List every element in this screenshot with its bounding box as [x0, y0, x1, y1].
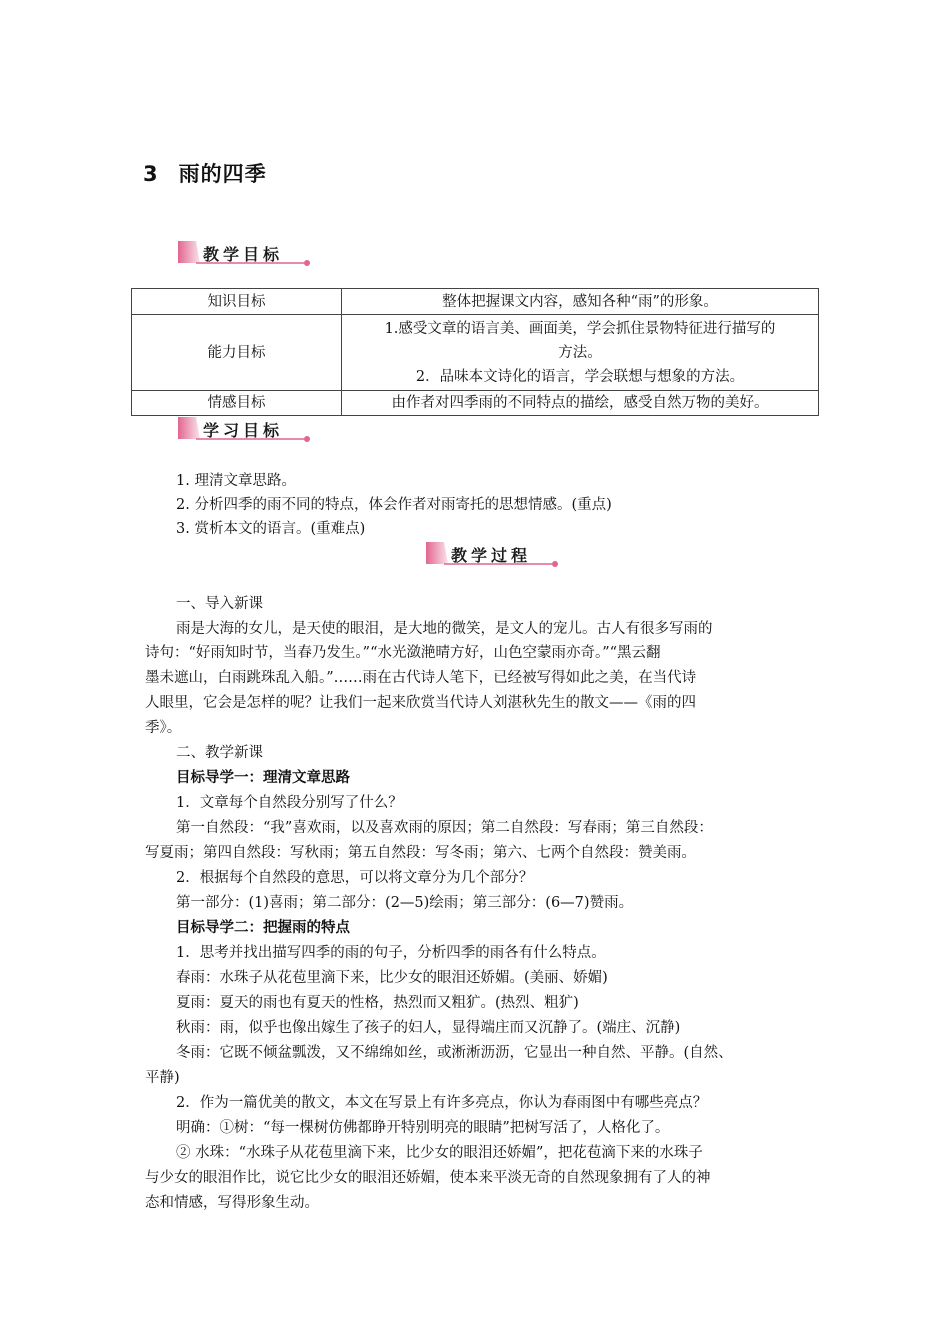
paragraph-line: 夏雨：夏天的雨也有夏天的性格，热烈而又粗犷。(热烈、粗犷) — [176, 995, 579, 1011]
paragraph-line: 明确：①树：“每一棵树仿佛都睁开特别明亮的眼睛”把树写活了，人格化了。 — [176, 1120, 670, 1136]
goal-value — [342, 391, 819, 416]
heading-line: 二、教学新课 — [176, 745, 263, 761]
paragraph-line: 人眼里，它会是怎样的呢？让我们一起来欣赏当代诗人刘湛秋先生的散文——《雨的四 — [145, 695, 696, 711]
section-badge-teaching-goals — [176, 237, 316, 271]
paragraph-line: 第一自然段：“我”喜欢雨，以及喜欢雨的原因；第二自然段：写春雨；第三自然段： — [176, 820, 713, 836]
paragraph-line: 1．思考并找出描写四季的雨的句子，分析四季的雨各有什么特点。 — [176, 945, 606, 961]
lesson-title: 雨的四季 — [178, 162, 267, 186]
goal-line: 2．品味本文诗化的语言，学会联想与想象的方法。 — [415, 368, 745, 385]
goal-key: 能力目标 — [132, 315, 342, 391]
goal-line: 方法。 — [558, 344, 602, 361]
section-badge-learning-goals — [176, 413, 316, 447]
goal-line: 整体把握课文内容，感知各种“雨”的形象。 — [442, 293, 718, 310]
table-row — [132, 315, 819, 391]
goal-key: 情感目标 — [132, 391, 342, 416]
goal-line: 1.感受文章的语言美、画面美，学会抓住景物特征进行描写的 — [384, 320, 776, 337]
list-item: 3. 赏析本文的语言。(重难点) — [176, 521, 366, 537]
goals-table — [131, 288, 819, 416]
page-title — [143, 158, 267, 188]
table-row — [132, 289, 819, 315]
section-title: 教学过程 — [451, 546, 532, 565]
list-item: 2. 分析四季的雨不同的特点，体会作者对雨寄托的思想情感。(重点) — [176, 497, 612, 513]
paragraph-line: 冬雨：它既不倾盆瓢泼，又不绵绵如丝，或淅淅沥沥，它显出一种自然、平静。(自然、 — [176, 1045, 733, 1061]
goal-key: 知识目标 — [132, 289, 342, 315]
paragraph-line: 2．根据每个自然段的意思，可以将文章分为几个部分？ — [176, 870, 534, 886]
paragraph-line: 墨未遮山，白雨跳珠乱入船。”……雨在古代诗人笔下，已经被写得如此之美，在当代诗 — [145, 670, 697, 686]
section-title: 学习目标 — [203, 421, 284, 440]
goal-value — [342, 289, 819, 315]
paragraph-line: ② 水珠：“水珠子从花苞里滴下来，比少女的眼泪还娇媚”，把花苞滴下来的水珠子 — [176, 1145, 703, 1161]
paragraph-line: 诗句：“好雨知时节，当春乃发生。”“水光潋滟晴方好，山色空蒙雨亦奇。”“黑云翻 — [145, 645, 661, 661]
subheading-line: 目标导学二：把握雨的特点 — [176, 920, 350, 936]
paragraph-line: 2．作为一篇优美的散文，本文在写景上有许多亮点，你认为春雨图中有哪些亮点？ — [176, 1095, 708, 1111]
section-badge-teaching-process — [424, 538, 564, 572]
paragraph-line: 季》。 — [145, 720, 182, 736]
paragraph-line: 秋雨：雨，似乎也像出嫁生了孩子的妇人，显得端庄而又沉静了。(端庄、沉静) — [176, 1020, 681, 1036]
paragraph-line: 第一部分：(1)喜雨；第二部分：(2—5)绘雨；第三部分：(6—7)赞雨。 — [176, 895, 634, 911]
goal-line: 由作者对四季雨的不同特点的描绘，感受自然万物的美好。 — [391, 395, 769, 411]
lesson-number: 3 — [143, 162, 159, 186]
paragraph-line: 1．文章每个自然段分别写了什么？ — [176, 795, 403, 811]
subheading-line: 目标导学一：理清文章思路 — [176, 770, 350, 786]
goal-value — [342, 315, 819, 391]
section-title: 教学目标 — [203, 245, 284, 264]
paragraph-line: 写夏雨；第四自然段：写秋雨；第五自然段：写冬雨；第六、七两个自然段：赞美雨。 — [145, 845, 696, 861]
heading-line: 一、导入新课 — [176, 596, 263, 612]
paragraph-line: 平静) — [145, 1070, 180, 1086]
paragraph-line: 春雨：水珠子从花苞里滴下来，比少女的眼泪还娇媚。(美丽、娇媚) — [176, 970, 608, 986]
paragraph-line: 雨是大海的女儿，是天使的眼泪，是大地的微笑，是文人的宠儿。古人有很多写雨的 — [176, 621, 713, 637]
paragraph-line: 与少女的眼泪作比，说它比少女的眼泪还娇媚，使本来平淡无奇的自然现象拥有了人的神 — [145, 1170, 711, 1186]
paragraph-line: 态和情感，写得形象生动。 — [145, 1195, 319, 1211]
list-item: 1. 理清文章思路。 — [176, 473, 296, 489]
table-row — [132, 391, 819, 416]
